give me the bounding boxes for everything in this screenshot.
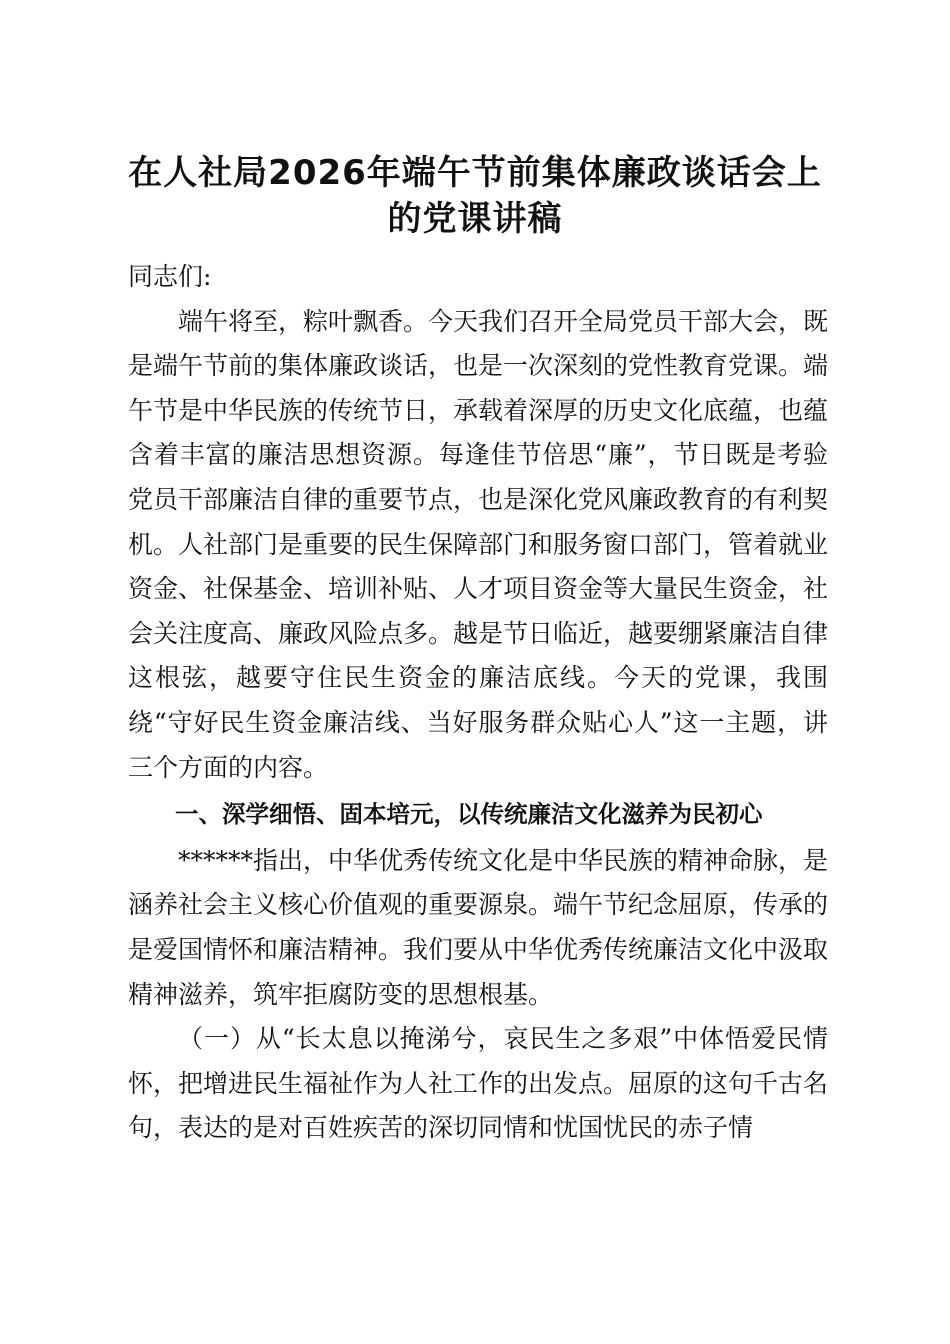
title-line-2: 的党课讲稿	[387, 199, 563, 239]
document-body	[128, 255, 828, 1151]
paragraph-intro: 端午将至，粽叶飘香。今天我们召开全局党员干部大会，既是端午节前的集体廉政谈话，也是一次深刻的党性教育党课。端午节是中华民族的传统节日，承载着深厚的历史文化底蕴，也蕴含着丰富的廉洁思想资源。每逢佳节倍思“廉”，节日既是考验党员干部廉洁自律的重要节点，也是深化党风廉政教育的有利契机。人社部门是重要的民生保障部门和服务窗口部门，管着就业资金、社保基金、培训补贴、人才项目资金等大量民生资金，社会关注度高、廉政风险点多。越是节日临近，越要绷紧廉洁自律这根弦，越要守住民生资金的廉洁底线。今天的党课，我围绕“守好民生资金廉洁线、当好服务群众贴心人”这一主题，讲三个方面的内容。	[128, 306, 829, 782]
title-line-1: 在人社局2026年端午节前集体廉政谈话会上	[128, 153, 822, 193]
paragraph-section-1: ******指出，中华优秀传统文化是中华民族的精神命脉，是涵养社会主义核心价值观的重要源泉。端午节纪念屈原，传承的是爱国情怀和廉洁精神。我们要从中华优秀传统廉洁文化中汲取精神滋养，筑牢拒腐防变的思想根基。	[128, 845, 829, 1009]
document-title	[100, 150, 850, 242]
paragraph-subsection-1: （一）从“长太息以掩涕兮，哀民生之多艰”中体悟爱民情怀，把增进民生福祉作为人社工作的出发点。屈原的这句千古名句，表达的是对百姓疾苦的深切同情和忧国忧民的赤子情	[128, 1024, 829, 1143]
salutation: 同志们:	[128, 262, 212, 291]
section-heading-1: 一、深学细悟、固本培元，以传统廉洁文化滋养为民初心	[175, 800, 763, 829]
